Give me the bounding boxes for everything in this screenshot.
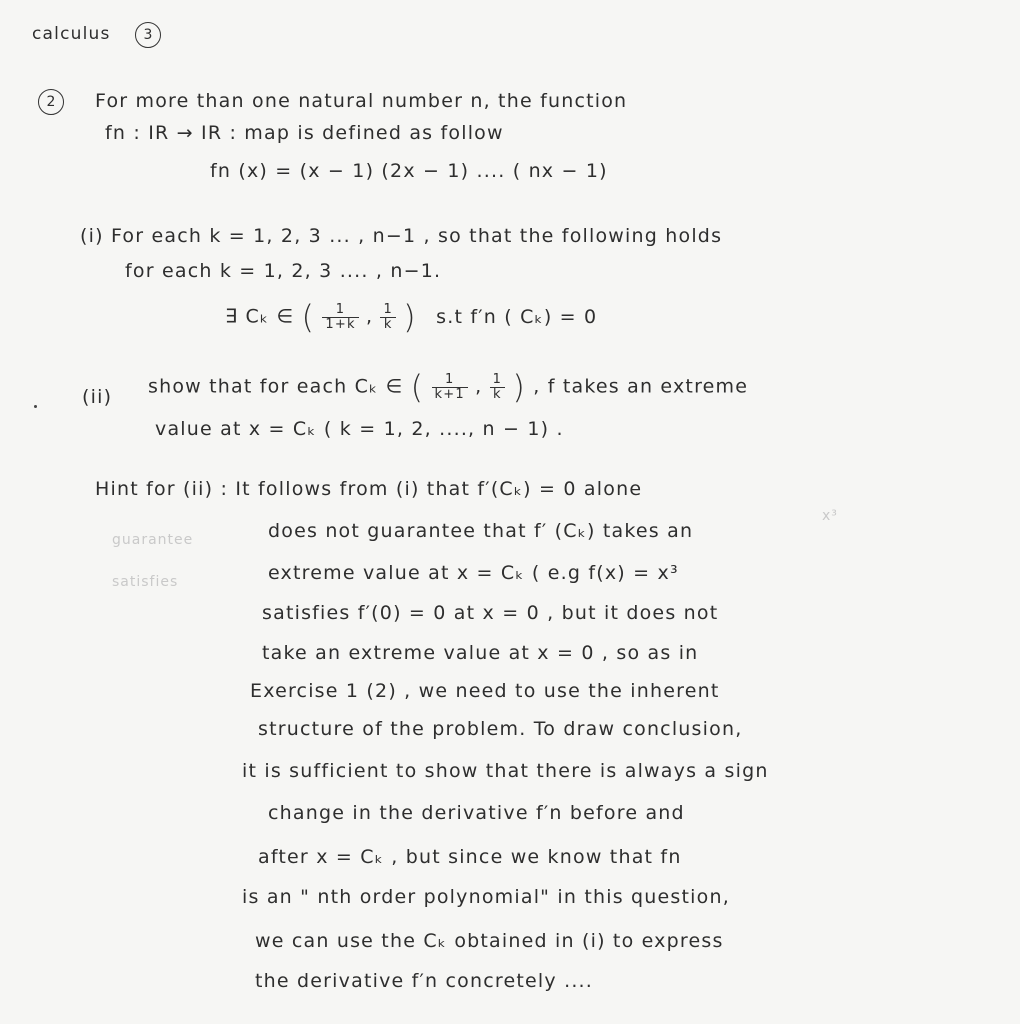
hint-line5: take an extreme value at x = 0 , so as in (262, 642, 699, 664)
problem-intro-line2: fn : IR → IR : map is defined as follow (105, 122, 504, 144)
hint-line6: Exercise 1 (2) , we need to use the inherent (250, 680, 720, 702)
fraction-2-num: 1 (380, 303, 395, 318)
problem-intro-line1: For more than one natural number n, the function (95, 90, 628, 112)
open-paren: ( (301, 298, 316, 336)
part-ii-line2: value at x = Cₖ ( k = 1, 2, ...., n − 1) . (155, 418, 564, 440)
hint-line10: after x = Cₖ , but since we know that fn (258, 846, 682, 868)
hint-line2: does not guarantee that f′ (Cₖ) takes an (268, 520, 694, 542)
ghost-text-3: x³ (822, 508, 838, 524)
hint-line9: change in the derivative f′n before and (268, 802, 685, 824)
hint-line8: it is sufficient to show that there is always a sign (242, 760, 769, 782)
comma: , (365, 305, 374, 328)
hint-line4: satisfies f′(0) = 0 at x = 0 , but it does not (262, 602, 719, 624)
fraction-1-den: 1+k (325, 316, 356, 332)
problem-number-badge: 2 (38, 89, 64, 115)
hint-line1: Hint for (ii) : It follows from (i) that f′(Cₖ) = 0 alone (95, 478, 643, 500)
page-title: calculus (32, 24, 111, 44)
hint-line11: is an " nth order polynomial" in this question, (242, 886, 730, 908)
part-i-formula (225, 298, 597, 336)
formula-prefix: ∃ Cₖ ∈ (225, 305, 295, 328)
fraction-4-num: 1 (490, 373, 505, 388)
part-ii-prefix: show that for each Cₖ ∈ (148, 375, 404, 398)
comma: , (475, 375, 483, 398)
fraction-1 (322, 303, 358, 332)
part-i-line1: (i) For each k = 1, 2, 3 ... , n−1 , so that the following holds (80, 225, 723, 247)
close-paren: ) (403, 298, 417, 336)
open-paren: ( (410, 368, 425, 406)
part-ii-line1 (148, 368, 748, 406)
function-definition: fn (x) = (x − 1) (2x − 1) .... ( nx − 1) (210, 160, 608, 182)
hint-line13: the derivative f′n concretely .... (255, 970, 594, 992)
fraction-2 (380, 303, 395, 332)
hint-line3: extreme value at x = Cₖ ( e.g f(x) = x³ (268, 562, 679, 584)
part-ii-suffix: , f takes an extreme (533, 375, 749, 398)
fraction-4 (490, 373, 505, 402)
fraction-4-den: k (492, 386, 502, 402)
fraction-3 (432, 373, 468, 402)
fraction-2-den: k (383, 316, 393, 332)
fraction-3-den: k+1 (434, 386, 465, 402)
ghost-text-2: satisfies (112, 574, 179, 590)
formula-suffix: s.t f′n ( Cₖ) = 0 (436, 305, 598, 328)
part-i-line2: for each k = 1, 2, 3 .... , n−1. (125, 260, 442, 282)
page-number-badge: 3 (135, 22, 161, 48)
fraction-1-num: 1 (322, 303, 358, 318)
ghost-text-1: guarantee (112, 532, 194, 548)
fraction-3-num: 1 (432, 373, 468, 388)
close-paren: ) (512, 368, 526, 406)
hint-line12: we can use the Cₖ obtained in (i) to express (255, 930, 724, 952)
part-ii-label: (ii) (82, 386, 113, 408)
stray-dot (34, 405, 37, 408)
hint-line7: structure of the problem. To draw conclusion, (258, 718, 743, 740)
